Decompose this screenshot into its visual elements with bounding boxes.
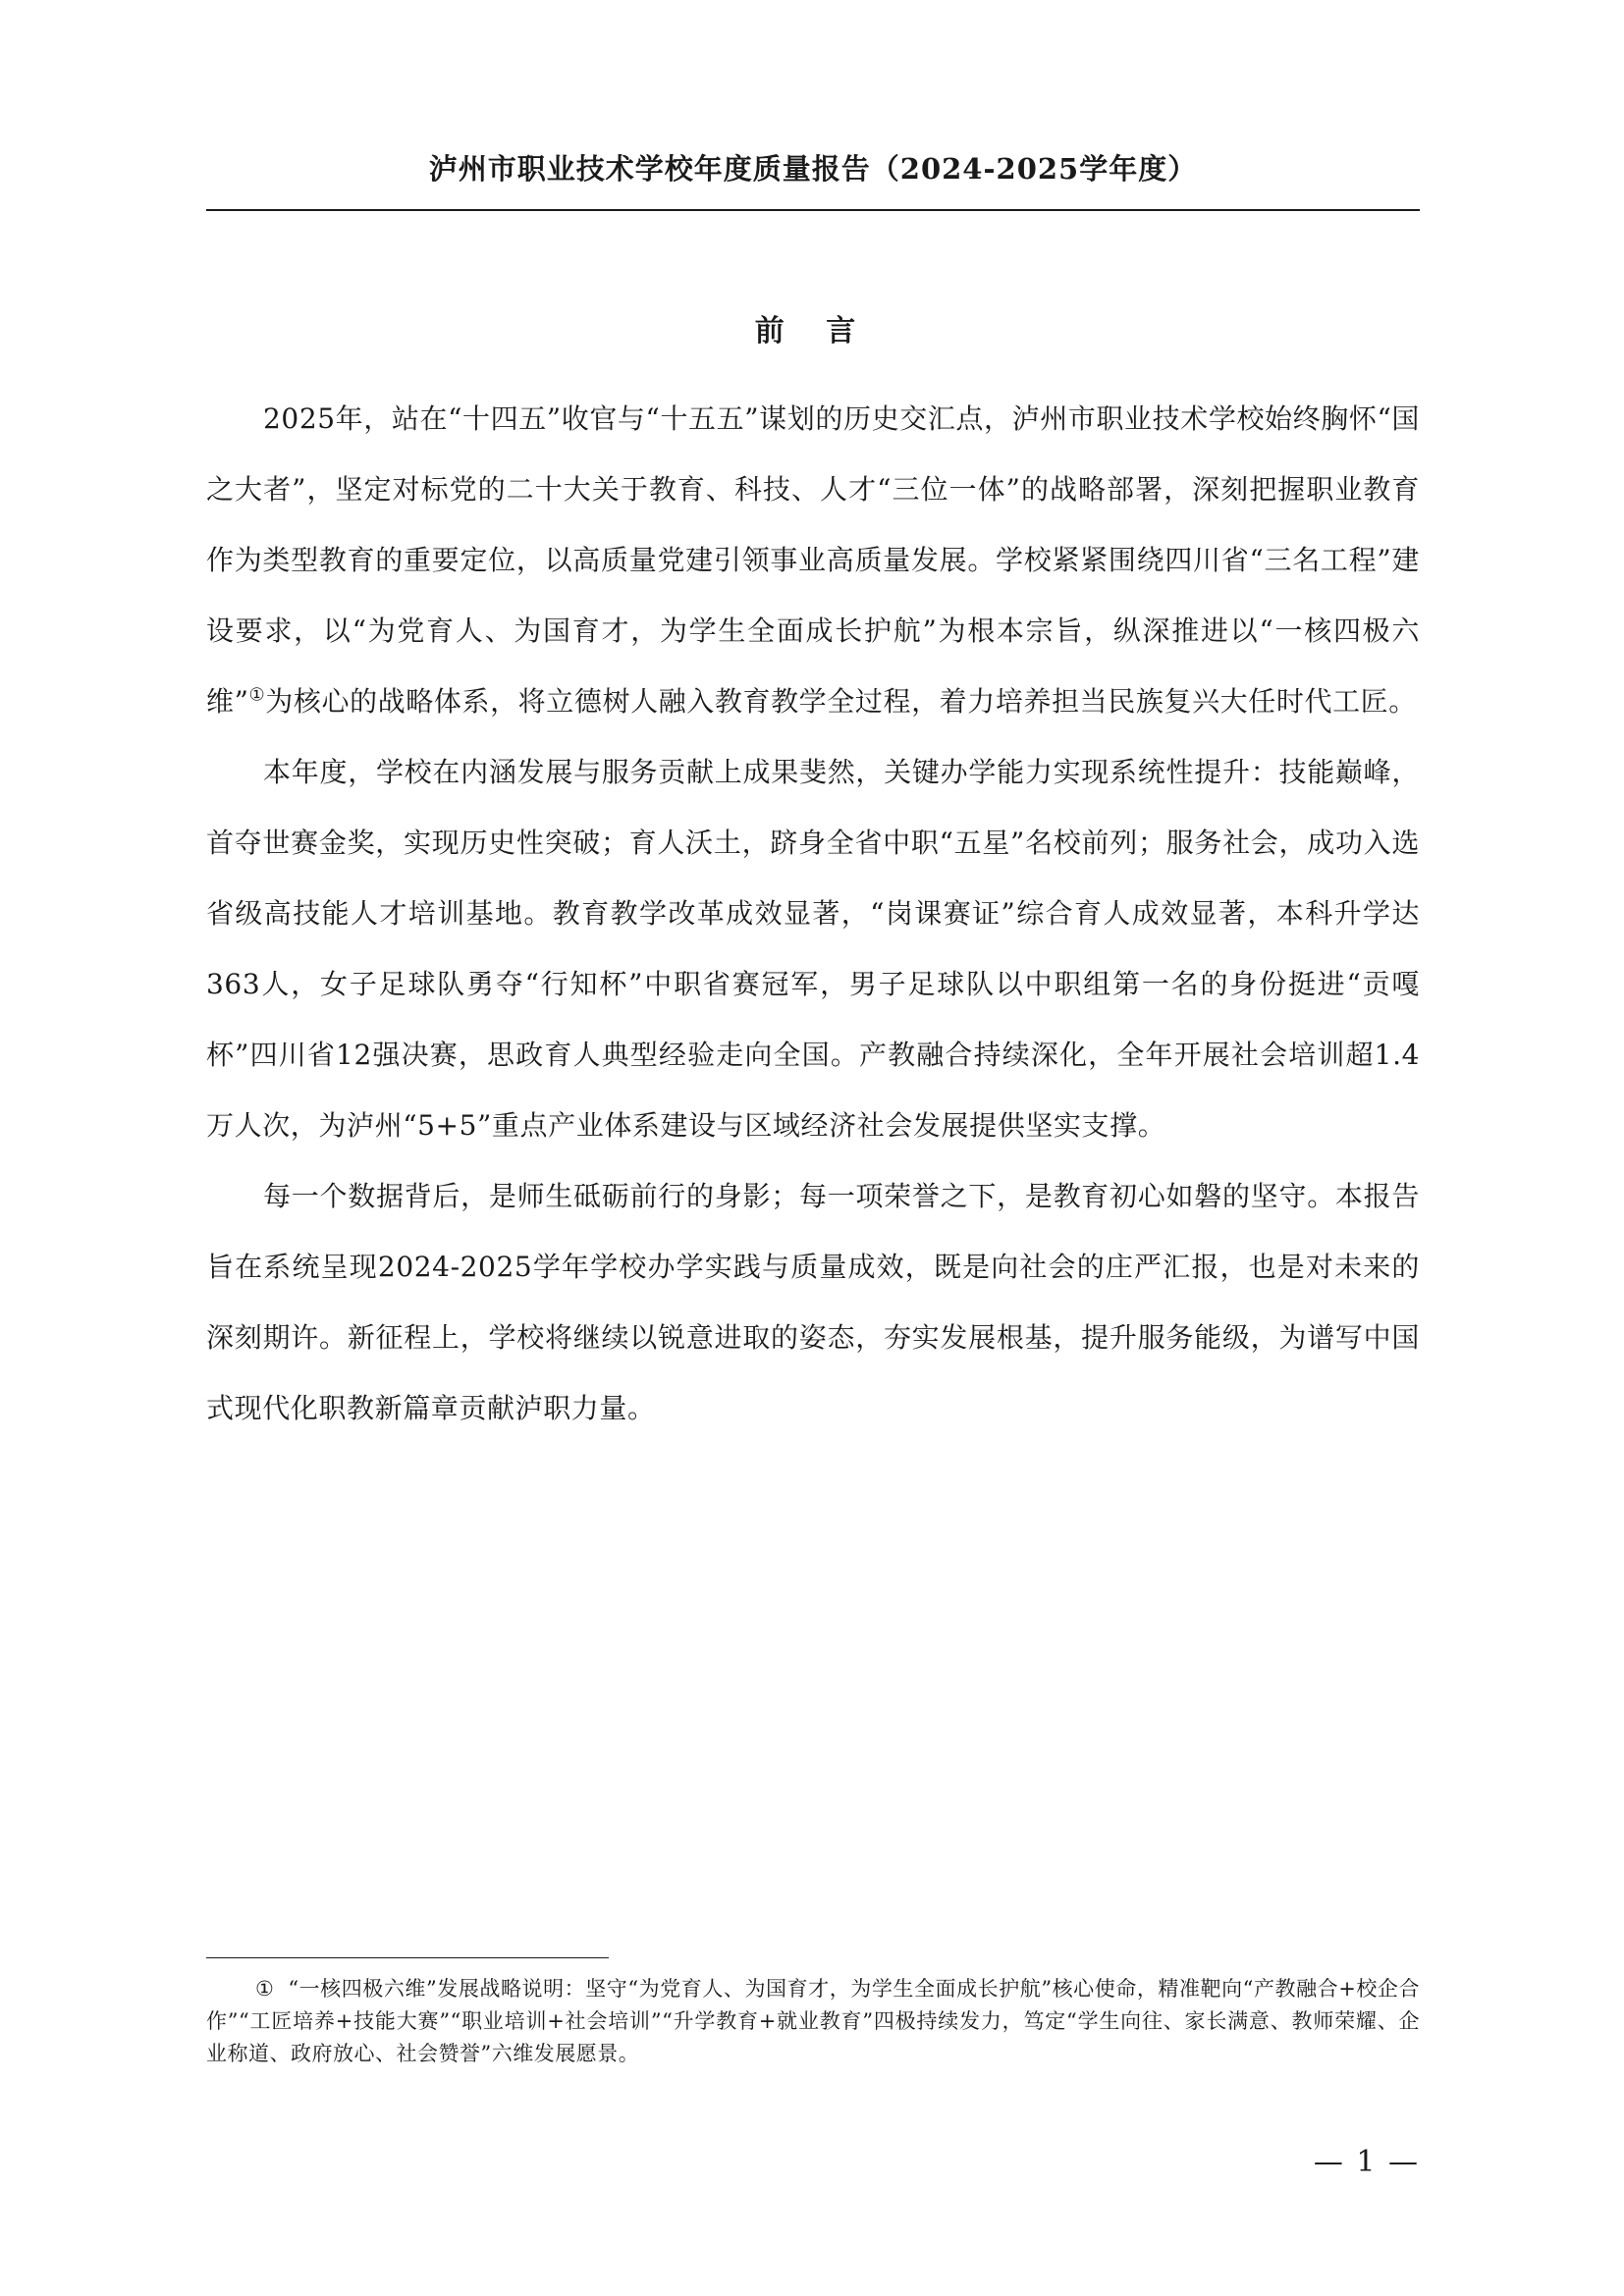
preface-title: 前 言 (754, 314, 872, 348)
footnote-divider (206, 1957, 609, 1958)
footnote-marker: ① (255, 1977, 275, 2001)
page-number: — 1 — (1313, 2145, 1420, 2179)
preface-body (206, 384, 1420, 1444)
paragraph-1-text-after-footnote: 为核心的战略体系，将立德树人融入教育教学全过程，着力培养担当民族复兴大任时代工匠。 (265, 685, 1417, 718)
preface-paragraph-1 (206, 384, 1420, 737)
preface-paragraph-3: 每一个数据背后，是师生砥砺前行的身影；每一项荣誉之下，是教育初心如磐的坚守。本报告旨在系统呈现2024-2025学年学校办学实践与质量成效，既是向社会的庄严汇报，也是对未来的深刻期许。新征程上，学校将继续以锐意进取的姿态，夯实发展根基，提升服务能级，为谱写中国式现代化职教新篇章贡献泸职力量。 (206, 1180, 1420, 1424)
preface-paragraph-2: 本年度，学校在内涵发展与服务贡献上成果斐然，关键办学能力实现系统性提升：技能巅峰，首夺世赛金奖，实现历史性突破；育人沃土，跻身全省中职“五星”名校前列；服务社会，成功入选省级高技能人才培训基地。教育教学改革成效显著，“岗课赛证”综合育人成效显著，本科升学达363人，女子足球队勇夺“行知杯”中职省赛冠军，男子足球队以中职组第一名的身份挺进“贡嘎杯”四川省12强决赛，思政育人典型经验走向全国。产教融合持续深化，全年开展社会培训超1.4万人次，为泸州“5+5”重点产业体系建设与区域经济社会发展提供坚实支撑。 (206, 756, 1420, 1142)
header-divider (206, 209, 1420, 211)
footnote-reference-marker[interactable]: ① (248, 684, 266, 706)
footnote-text: “一核四极六维”发展战略说明：坚守“为党育人、为国育才，为学生全面成长护航”核心使命，精准靶向“产教融合+校企合作”“工匠培养+技能大赛”“职业培训+社会培训”“升学教育+就业教育”四极持续发力，笃定“学生向往、家长满意、教师荣耀、企业称道、政府放心、社会赞誉”六维发展愿景。 (206, 1977, 1420, 2065)
footnote (206, 1973, 1420, 2070)
running-header-title: 泸州市职业技术学校年度质量报告（2024-2025学年度） (428, 152, 1198, 186)
paragraph-1-text-before-footnote: 2025年，站在“十四五”收官与“十五五”谋划的历史交汇点，泸州市职业技术学校始终胸怀“国之大者”，坚定对标党的二十大关于教育、科技、人才“三位一体”的战略部署，深刻把握职业教育作为类型教育的重要定位，以高质量党建引领事业高质量发展。学校紧紧围绕四川省“三名工程”建设要求，以“为党育人、为国育才，为学生全面成长护航”为根本宗旨，纵深推进以“一核四极六维” (206, 402, 1420, 718)
